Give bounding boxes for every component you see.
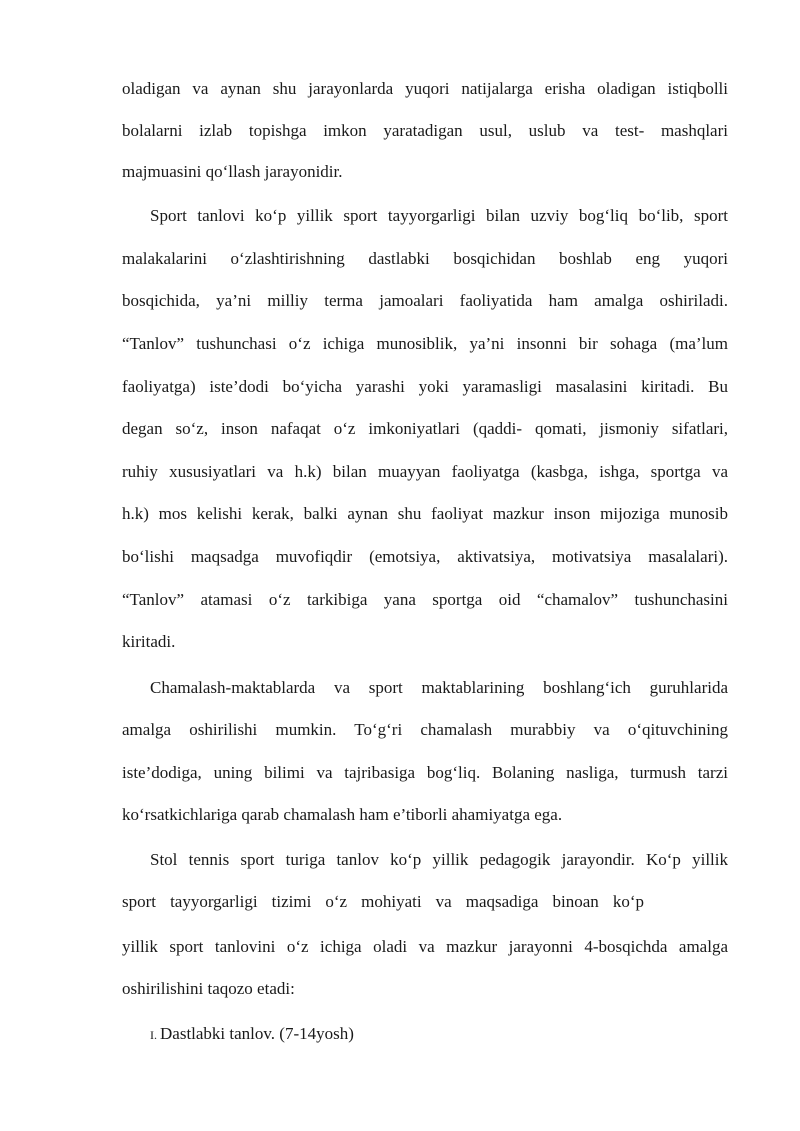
list-item-text: Dastlabki tanlov. (7-14yosh) — [160, 1024, 354, 1043]
text-line: bolalarni izlab topishga imkon yaratadigan usul, uslub va test- mashqlari — [122, 121, 728, 140]
text-line: iste’dodiga, uning bilimi va tajribasiga bog‘liq. Bolaning nasliga, turmush tarzi — [122, 763, 728, 782]
text-line: amalga oshirilishi mumkin. To‘g‘ri chamalash murabbiy va o‘qituvchining — [122, 720, 728, 739]
list-item — [150, 1023, 728, 1046]
text-line: bo‘lishi maqsadga muvofiqdir (emotsiya, aktivatsiya, motivatsiya masalalari). — [122, 547, 728, 566]
list-marker: I. — [150, 1028, 157, 1042]
text-line: “Tanlov” atamasi o‘z tarkibiga yana sportga oid “chamalov” tushunchasini — [122, 590, 728, 609]
paragraph-first-line: Stol tennis sport turiga tanlov ko‘p yillik pedagogik jarayondir. Ko‘p yillik — [150, 850, 728, 869]
text-line: faoliyatga) iste’dodi bo‘yicha yarashi yoki yaramasligi masalasini kiritadi. Bu — [122, 377, 728, 396]
text-line: majmuasini qo‘llash jarayonidir. — [122, 162, 343, 181]
text-line: h.k) mos kelishi kerak, balki aynan shu faoliyat mazkur inson mijoziga munosib — [122, 504, 728, 523]
text-line: oshirilishini taqozo etadi: — [122, 979, 295, 998]
text-line: “Tanlov” tushunchasi o‘z ichiga munosiblik, ya’ni insonni bir sohaga (ma’lum — [122, 334, 728, 353]
text-line: kiritadi. — [122, 632, 176, 651]
paragraph-first-line: Chamalash-maktablarda va sport maktablarining boshlang‘ich guruhlarida — [150, 678, 728, 697]
text-line: bosqichida, ya’ni milliy terma jamoalari faoliyatida ham amalga oshiriladi. — [122, 291, 728, 310]
text-line: oladigan va aynan shu jarayonlarda yuqori natijalarga erisha oladigan istiqbolli — [122, 79, 728, 98]
text-line: ruhiy xususiyatlari va h.k) bilan muayyan faoliyatga (kasbga, ishga, sportga va — [122, 462, 728, 481]
paragraph-first-line: Sport tanlovi ko‘p yillik sport tayyorgarligi bilan uzviy bog‘liq bo‘lib, sport — [150, 206, 728, 225]
text-line: ko‘rsatkichlariga qarab chamalash ham e’tiborli ahamiyatga ega. — [122, 805, 563, 824]
text-line: malakalarini o‘zlashtirishning dastlabki bosqichidan boshlab eng yuqori — [122, 249, 728, 268]
text-line: yillik sport tanlovini o‘z ichiga oladi va mazkur jarayonni 4-bosqichda amalga — [122, 937, 728, 956]
text-line: sport tayyorgarligi tizimi o‘z mohiyati va maqsadiga binoan ko‘p — [122, 892, 644, 911]
text-line: degan so‘z, inson nafaqat o‘z imkoniyatlari (qaddi- qomati, jismoniy sifatlari, — [122, 419, 728, 438]
